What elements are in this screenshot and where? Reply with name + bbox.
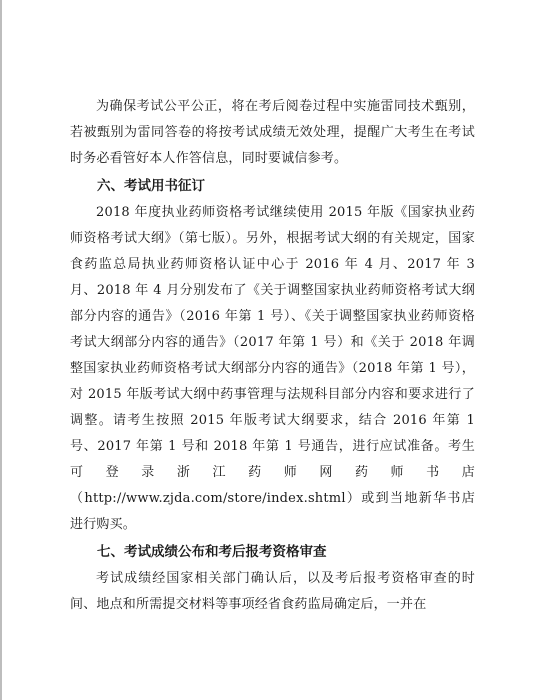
- section-heading-results-review: 七、考试成绩公布和考后报考资格审查: [97, 544, 327, 560]
- paragraph-plagiarism-notice: 为确保考试公平公正，将在考后阅卷过程中实施雷同技术甄别，若被甄别为雷同答卷的将按考试成绩无效处理，提醒广大考生在考试时务必看管好本人作答信息，同时要诚信参考。: [70, 99, 475, 166]
- paragraph-results-review: 考试成绩经国家相关部门确认后，以及考后报考资格审查的时间、地点和所需提交材料等事项经省食药监局确定后，一并在: [70, 571, 475, 612]
- paragraph-exam-books: 2018 年度执业药师资格考试继续使用 2015 年版《国家执业药师资格考试大纲》（第七版）。另外，根据考试大纲的有关规定，国家食药监总局执业药师资格认证中心于 2016 年 4 月、2017 年 3 月、2018 年 4 月分别发布了《关于调整国家执业药师资格考试大纲部分内容的通告》（2016 年第 1 号）、《关于调整国家执业药师资格考试大纲部分内容的通告》（2017 年第 1 号）和《关于 2018 年调整国家执业药师资格考试大纲部分内容的通告》（2018 年第 1 号），对 2015 年版考试大纲中药事管理与法规科目部分内容和要求进行了调整。请考生按照 2015 年版考试大纲要求，结合 2016 年第 1 号、2017 年第 1 号和 2018 年第 1 号通告，进行应试准备。考生可登录浙江药师网药师书店（http://www.zjda.com/store/index.shtml）或到当地新华书店进行购买。: [70, 205, 475, 532]
- page-left-border: [0, 0, 2, 700]
- document-body: [70, 94, 475, 618]
- section-heading-exam-books: 六、考试用书征订: [97, 178, 205, 194]
